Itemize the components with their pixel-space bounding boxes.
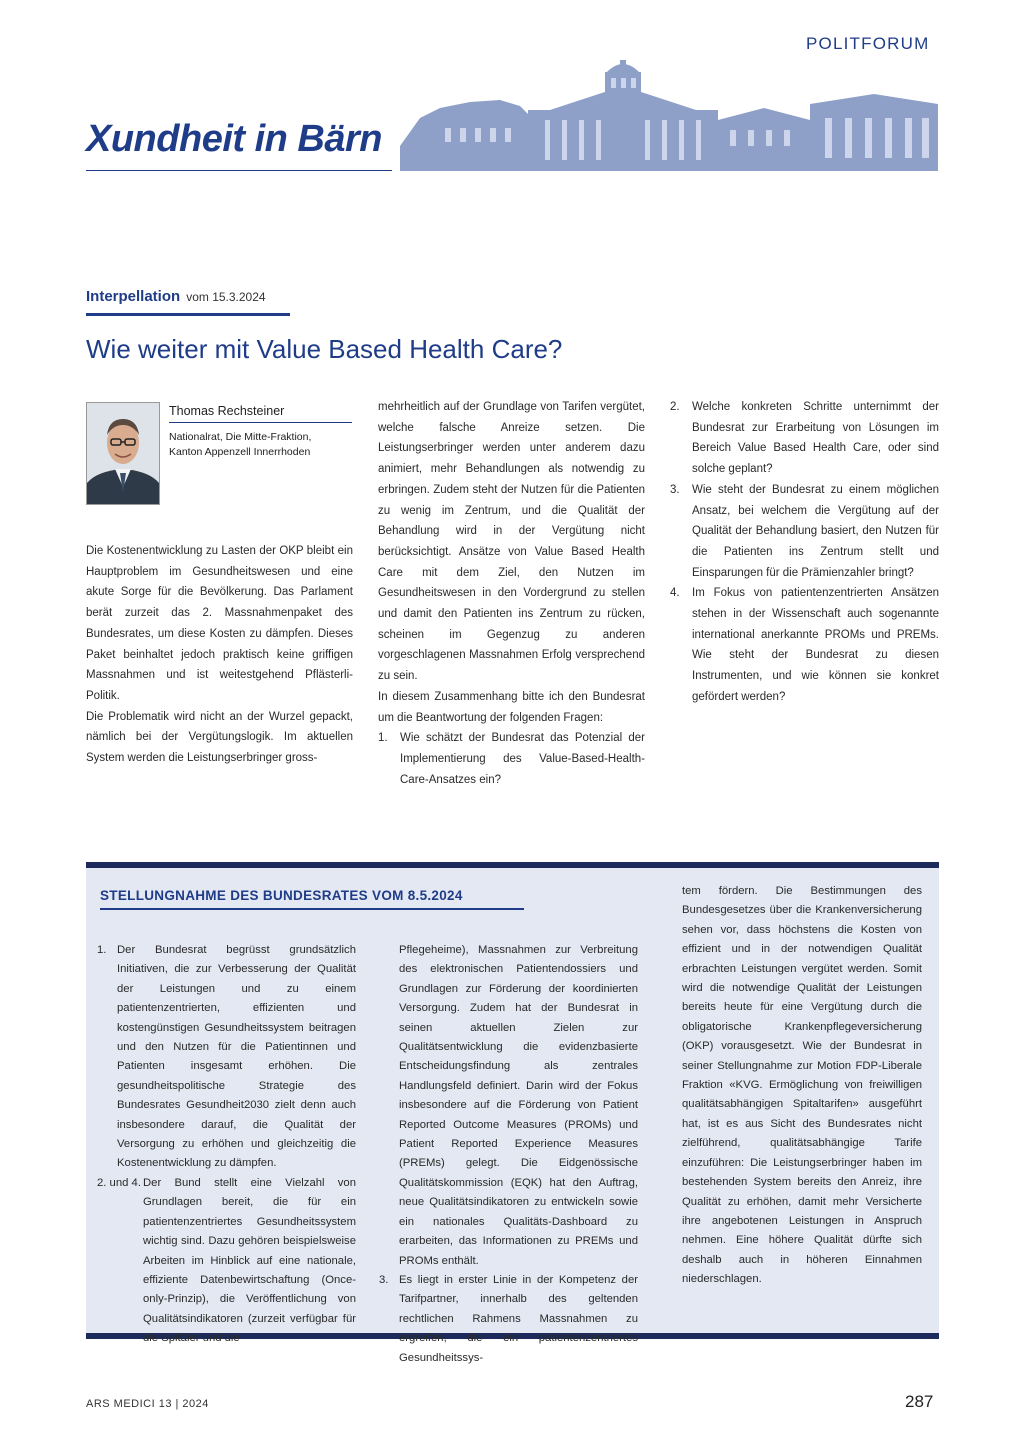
section-label: POLITFORUM — [806, 34, 930, 53]
statement-box-top-border — [86, 862, 939, 868]
parliament-skyline-image — [400, 58, 938, 171]
article-type: Interpellation — [86, 288, 181, 305]
author-role — [169, 430, 359, 460]
statement-title-underline — [100, 908, 524, 910]
body-paragraph: In diesem Zusammenhang bitte ich den Bundesrat um die Beantwortung der folgenden Fragen: — [378, 690, 645, 724]
question-number: 3. — [670, 483, 680, 496]
statement-item-text: Der Bund stellt eine Vielzahl von Grundlagen bereit, die für ein patientenzentriertes Gesundheitssystem wichtig sind. Dazu gehören beispielsweise Arbeiten im Hinblick auf eine nationale, effiziente Datenbewirtschaftung (Once-only-Prinzip), die Veröffentlichung von Qualitätsindikatoren (zurzeit verfügbar für die Spitäler und die — [143, 1176, 356, 1345]
statement-item — [379, 1271, 638, 1368]
statement-item-text: Es liegt in erster Linie in der Kompetenz der Tarifpartner, innerhalb des geltenden rechtlichen Rahmens Massnahmen zu ergreifen, die ein patientenzentriertes Gesundheitssys- — [399, 1273, 638, 1364]
article-column-2 — [378, 397, 645, 790]
question-number: 4. — [670, 587, 680, 600]
author-role-line: Kanton Appenzell Innerrhoden — [169, 446, 311, 458]
masthead-title: Xundheit in Bärn — [86, 118, 382, 160]
body-paragraph: Die Problematik wird nicht an der Wurzel gepackt, nämlich bei der Vergütungslogik. Im aktuellen System werden die Leistungserbringer gross- — [86, 710, 353, 765]
question-number: 2. — [670, 401, 680, 413]
statement-title: STELLUNGNAHME DES BUNDESRATES VOM 8.5.2024 — [100, 888, 463, 903]
statement-item-number: 2. und 4. — [97, 1176, 141, 1189]
statement-item — [97, 941, 356, 1174]
article-kicker — [86, 288, 266, 305]
author-name: Thomas Rechsteiner — [169, 404, 285, 418]
question-number: 1. — [378, 732, 388, 745]
question-text: Welche konkreten Schritte unternimmt der Bundesrat zur Erarbeitung von Lösungen im Bereich Value Based Health Care, oder sind solche geplant? — [692, 401, 939, 476]
statement-column-2 — [379, 941, 638, 1368]
statement-paragraph: tem fördern. Die Bestimmungen des Bundesgesetzes über die Krankenversicherung sehen vor, dass höchstens die Kosten von effizient und in der notwendigen Qualität erbrachten Leistungen vergütet werden. Somit wird die notwendige Qualität der Leistungen bereits heute für eine Vergütung durch die obligatorische Krankenpflegeversicherung (OKP) vorausgesetzt. Wie der Bundesrat in seiner Stellungnahme zur Motion FDP-Liberale Fraktion «KVG. Ermöglichung von freiwilligen qualitätsabhängigen Spitaltarifen» ausgeführt hat, ist es aus Sicht des Bundesrates nicht zielführend, qualitätsabhängige Tarife einzuführen: Die Leistungserbringer haben im bestehenden System bereits den Anreiz, ihre Qualität zu erhöhen, damit mehr Versicherte ihre angebotenen Leistungen in Anspruch nehmen. Eine höhere Qualität dürfte sich deshalb auch in höheren Einnahmen niederschlagen. — [682, 885, 922, 1286]
question-text: Wie steht der Bundesrat zu einem möglichen Ansatz, bei welchem die Vergütung auf der Qualität der Behandlung basiert, den Nutzen für die Patienten ins Zentrum stellt und Einsparungen für die Prämienzahler bringt? — [692, 483, 939, 579]
article-column-3 — [670, 397, 939, 708]
statement-item — [97, 1174, 356, 1349]
body-paragraph: mehrheitlich auf der Grundlage von Tarifen vergütet, welche falsche Anreize setzen. Die Leistungserbringer werden unter anderem dazu animiert, mehr Behandlungen als notwendig zu erbringen. Zudem steht der Nutzen für die Patienten zu wenig im Zentrum, und die Qualität der Behandlung wird in der Vergütung nicht berücksichtigt. Ansätze von Value Based Health Care mit dem Ziel, den Nutzen im Gesundheitswesen in den Vordergrund zu stellen und damit den Patienten ins Zentrum zu rücken, scheinen im Gegenzug zu anderen vorgeschlagenen Massnahmen Erfolg versprechend zu sein. — [378, 401, 645, 683]
statement-paragraph: Pflegeheime), Massnahmen zur Verbreitung des elektronischen Patientendossiers und Grundlagen zur Förderung der koordinierten Versorgung. Zudem hat der Bundesrat in seinen aktuellen Zielen zur Qualitätsentwicklung die evidenzbasierte Entscheidungsfindung als zentrales Handlungsfeld definiert. Darin wird der Fokus insbesondere auf die Förderung von Patient Reported Outcome Measures (PROMs) und Patient Reported Experience Measures (PREMs) gelegt. Die Eidgenössische Qualitätskommission (EQK) hat den Auftrag, neue Qualitätsindikatoren zu entwickeln sowie ein nationales Qualitäts-Dashboard zu erarbeiten, das Informationen zu PREMs und PROMs enthält. — [399, 944, 638, 1267]
author-divider — [169, 422, 352, 423]
statement-list — [97, 941, 356, 1349]
question-text: Im Fokus von patientenzentrierten Ansätzen stehen in der Wissenschaft auch sogenannte international anerkannte PROMs und PREMs. Wie steht der Bundesrat zu diesen Instrumenten, und wie können sie konkret gefördert werden? — [692, 587, 939, 703]
article-title: Wie weiter mit Value Based Health Care? — [86, 334, 563, 364]
kicker-divider — [86, 313, 290, 316]
question-text: Wie schätzt der Bundesrat das Potenzial der Implementierung des Value-Based-Health-Care-Ansatzes ein? — [400, 732, 645, 786]
body-paragraph: Die Kostenentwicklung zu Lasten der OKP bleibt ein Hauptproblem im Gesundheitswesen und eine akute Sorge für die Bevölkerung. Das Parlament berät zurzeit das 2. Massnahmenpaket des Bundesrates, um diese Kosten zu dämpfen. Dieses Paket beinhaltet jedoch praktisch keine griffigen Massnahmen und ist weitestgehend Pflästerli-Politik. — [86, 545, 353, 702]
article-column-1 — [86, 541, 353, 769]
author-role-line: Nationalrat, Die Mitte-Fraktion, — [169, 431, 312, 443]
statement-list — [379, 1271, 638, 1368]
question-item — [670, 583, 939, 707]
article-date: vom 15.3.2024 — [186, 290, 266, 304]
page-number: 287 — [905, 1392, 934, 1411]
statement-item-number: 1. — [97, 944, 107, 956]
statement-column-3 — [682, 882, 922, 1290]
journal-footer: ARS MEDICI 13 | 2024 — [86, 1398, 209, 1410]
question-item — [670, 480, 939, 584]
statement-item-number: 3. — [379, 1273, 389, 1286]
question-list — [378, 728, 645, 790]
statement-column-1 — [97, 941, 356, 1349]
statement-item-text: Der Bundesrat begrüsst grundsätzlich Initiativen, die zur Verbesserung der Qualität der Leistungen und zu einem patientenzentrierten, effizienten und kostengünstigen Gesundheitssystem beitragen und den Nutzen für die Patientinnen und Patienten insgesamt erhöhen. Die gesundheitspolitische Strategie des Bundesrates Gesundheit2030 zielt denn auch insbesondere darauf, die Qualität der Versorgung zu erhöhen und gleichzeitig die Kostenentwicklung zu dämpfen. — [117, 944, 356, 1170]
question-item — [378, 728, 645, 790]
author-photo — [86, 402, 160, 505]
question-item — [670, 397, 939, 480]
masthead-divider — [86, 170, 392, 171]
question-list — [670, 397, 939, 708]
